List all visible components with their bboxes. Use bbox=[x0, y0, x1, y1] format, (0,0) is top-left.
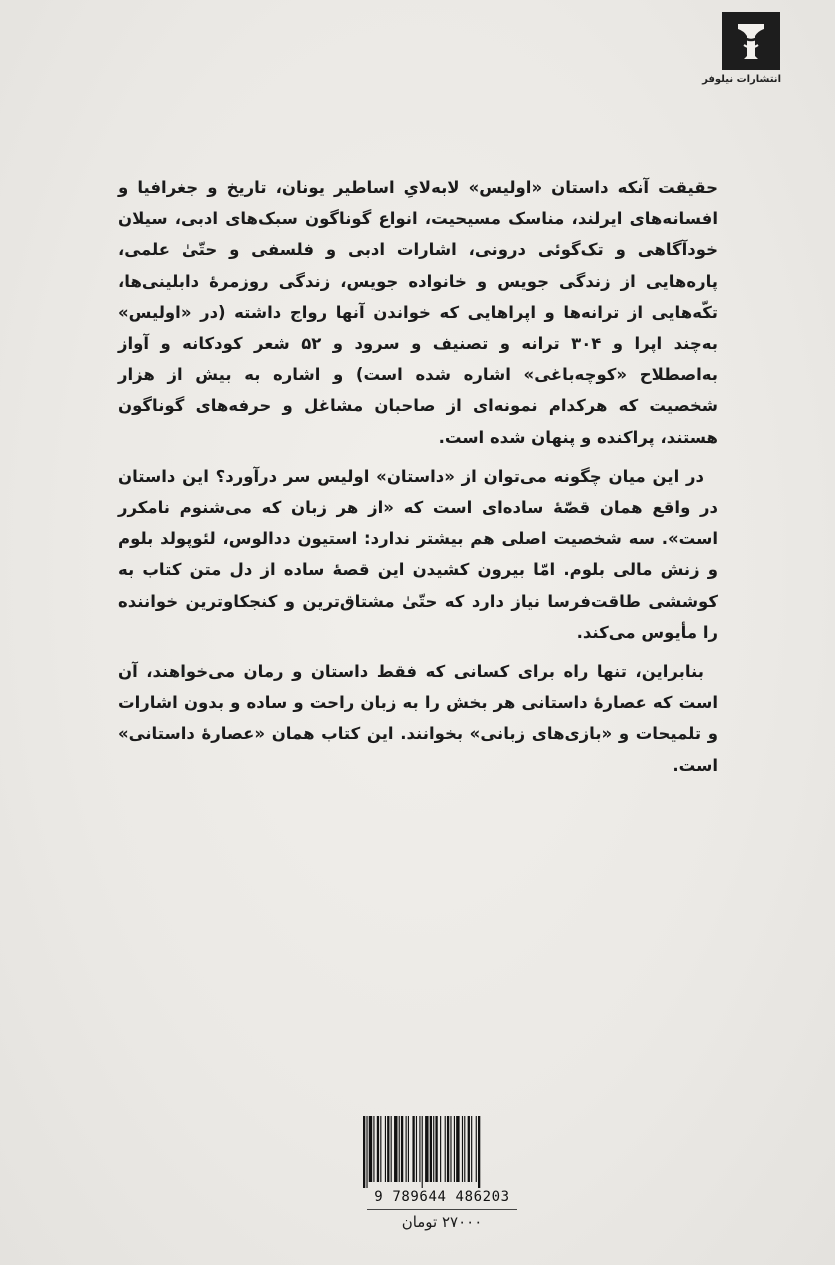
barcode-bar bbox=[391, 1116, 392, 1182]
barcode-bar bbox=[369, 1116, 372, 1182]
barcode-bar bbox=[462, 1116, 463, 1182]
niloufar-logo-icon bbox=[722, 12, 780, 70]
blurb-text bbox=[118, 172, 718, 789]
barcode-bar bbox=[468, 1116, 470, 1182]
barcode-bar bbox=[387, 1116, 389, 1182]
barcode-bar bbox=[456, 1116, 459, 1182]
barcode-bar bbox=[408, 1116, 409, 1182]
barcode-bar bbox=[373, 1116, 374, 1182]
barcode-bar bbox=[419, 1116, 420, 1182]
barcode-bar bbox=[454, 1116, 455, 1182]
barcode-bar bbox=[385, 1116, 386, 1182]
paragraph: بنابراین، تنها راه برای کسانی که فقط داستان و رمان می‌خواهند، آن است که عصارهٔ داستانی هر بخش را به زبان راحت و ساده و بدون اشارات و تلمیحات و «بازی‌های زبانی» بخوانند. این کتاب همان «عصارهٔ داستانی» است. bbox=[118, 662, 718, 775]
barcode-bar bbox=[377, 1116, 379, 1182]
price-label: ۲۷۰۰۰ تومان bbox=[401, 1213, 483, 1231]
barcode-bar bbox=[445, 1116, 446, 1182]
barcode-bar bbox=[406, 1116, 407, 1182]
barcode-bar bbox=[425, 1116, 428, 1182]
barcode-bar bbox=[440, 1116, 441, 1182]
barcode-bar bbox=[366, 1116, 367, 1188]
paragraph: حقیقت آنکه داستان «اولیس» لابه‌لایِ اساطیر یونان، تاریخ و جغرافیا و افسانه‌های ایرلند، مناسک مسیحیت، انواع گوناگون سبک‌های ادبی، سیلان خودآگاهی و تک‌گوئی درونی، اشارات ادبی و فلسفی و حتّیٰ علمی، پاره‌هایی از زندگی جویس و خانواده جویس، زندگی روزمرهٔ دابلینی‌ها، تکّه‌هایی از ترانه‌ها و اپراهایی که خواندن آنها رواج داشته (در «اولیس» به‌چند اپرا و ۳۰۴ ترانه و تصنیف و سرود و ۵۲ شعر کودکانه و آواز به‌اصطلاح «کوچه‌باغی» اشاره شده است) و اشاره به بیش از هزار شخصیت که هرکدام نمونه‌ای از صاحبان مشاغل و حرفه‌های گوناگون هستند، پراکنده و پنهان شده است. bbox=[118, 178, 718, 447]
isbn-number: 9 789644 486203 bbox=[374, 1189, 510, 1205]
barcode-bar bbox=[399, 1116, 400, 1182]
barcode-bar bbox=[430, 1116, 432, 1182]
price-divider bbox=[367, 1209, 517, 1210]
barcode-bar bbox=[412, 1116, 414, 1182]
barcode-bar bbox=[471, 1116, 472, 1182]
barcode-bar bbox=[380, 1116, 381, 1182]
barcode-bar bbox=[394, 1116, 397, 1182]
barcode-bar bbox=[401, 1116, 403, 1182]
barcode-bar bbox=[422, 1116, 423, 1188]
isbn-barcode bbox=[357, 1116, 527, 1231]
barcode-bar bbox=[433, 1116, 434, 1182]
barcode-bar bbox=[363, 1116, 365, 1188]
barcode-bar bbox=[416, 1116, 417, 1182]
barcode-bar bbox=[447, 1116, 449, 1182]
barcode-bar bbox=[450, 1116, 451, 1182]
barcode-bar bbox=[476, 1116, 477, 1182]
barcode-bar bbox=[464, 1116, 465, 1182]
publisher-name: انتشارات نیلوفر bbox=[702, 74, 781, 85]
barcode-bar bbox=[435, 1116, 437, 1182]
barcode-bar bbox=[478, 1116, 480, 1188]
paragraph: در این میان چگونه می‌توان از «داستان» اولیس سر درآورد؟ این داستان در واقع همان قصّهٔ ساده‌ای است که «از هر زبان که می‌شنوم نامکرر است». سه شخصیت اصلی هم بیشتر ندارد: استیون ددالوس، لئوپولد بلوم و زنش مالی بلوم. امّا بیرون کشیدن این قصهٔ ساده از دل متن کتاب به کوششی طاقت‌فرسا نیاز دارد که حتّیٰ مشتاق‌ترین و کنجکاوترین خواننده را مأیوس می‌کند. bbox=[118, 466, 718, 642]
publisher-logo bbox=[702, 12, 781, 85]
barcode-bars bbox=[357, 1116, 527, 1188]
